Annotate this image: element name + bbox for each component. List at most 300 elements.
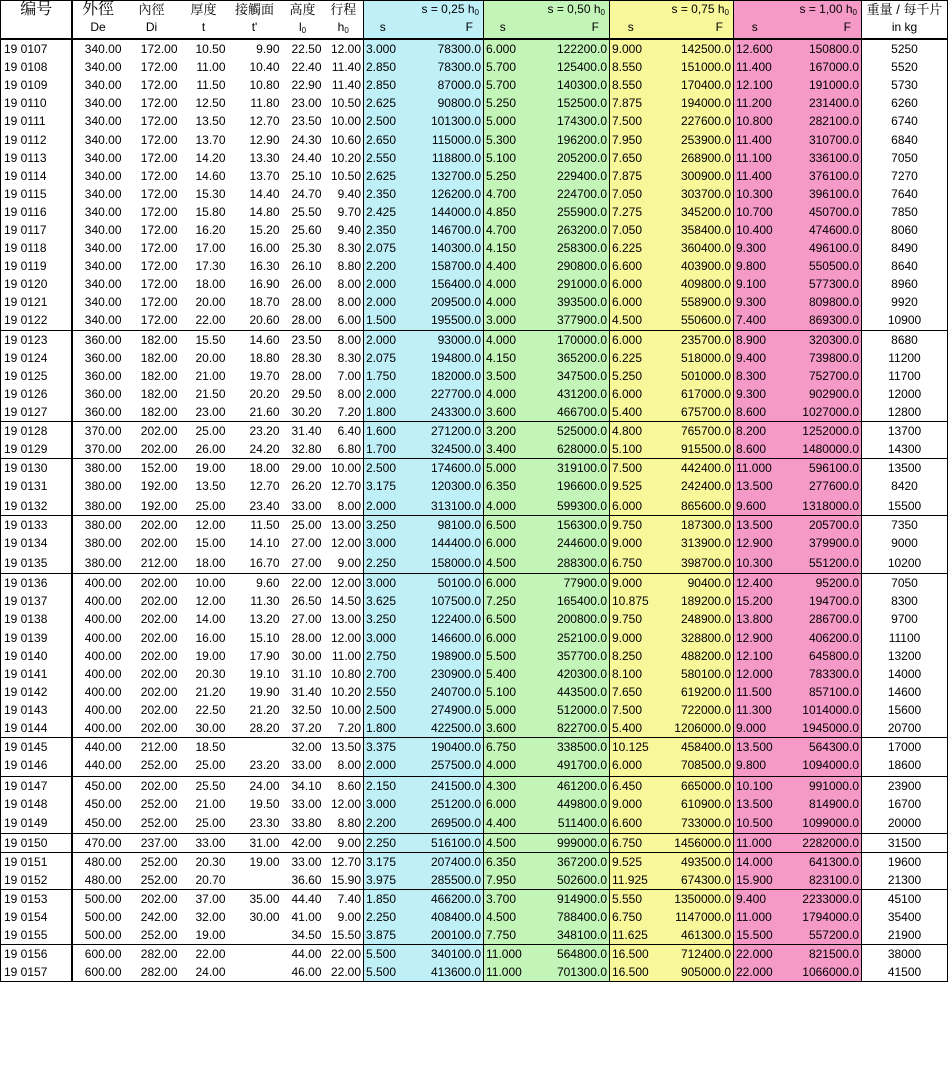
cell-t: 20.30 bbox=[180, 852, 228, 871]
cell-code: 19 0136 bbox=[1, 574, 72, 593]
table-row bbox=[1, 574, 948, 593]
cell-tp bbox=[228, 871, 282, 890]
cell-s50-s: 4.000 bbox=[484, 497, 522, 516]
cell-di: 182.00 bbox=[140, 386, 178, 401]
cell-s50-f: 319100.0 bbox=[522, 459, 610, 478]
cell-tp: 19.90 bbox=[249, 684, 280, 699]
cell-s75-s: 10.875 bbox=[610, 592, 652, 610]
cell-s75-f: 580100.0 bbox=[652, 665, 734, 683]
cell-di: 202.00 bbox=[140, 666, 178, 681]
cell-weight: 15500 bbox=[862, 497, 948, 516]
cell-de: 450.00 bbox=[72, 776, 124, 795]
cell-t: 23.00 bbox=[195, 404, 226, 419]
col-header-s25-s: s bbox=[364, 20, 402, 39]
cell-t: 20.30 bbox=[195, 666, 226, 681]
cell-l0: 30.20 bbox=[291, 404, 322, 419]
table-row bbox=[1, 367, 948, 385]
cell-l0: 33.00 bbox=[291, 758, 322, 773]
cell-l0: 26.50 bbox=[291, 594, 322, 609]
cell-t: 19.00 bbox=[195, 648, 226, 663]
cell-tp: 17.90 bbox=[249, 648, 280, 663]
cell-s25-s: 3.250 bbox=[364, 515, 402, 534]
cell-s25-s: 2.200 bbox=[364, 814, 402, 833]
cell-s75-f: 358400.0 bbox=[652, 221, 734, 239]
cell-s50-f: 252100.0 bbox=[522, 629, 610, 647]
table-row bbox=[1, 385, 948, 403]
cell-s75-s: 6.000 bbox=[610, 385, 652, 403]
cell-s25-f: 174600.0 bbox=[402, 459, 484, 478]
cell-s75-s: 7.500 bbox=[610, 112, 652, 130]
cell-t: 20.00 bbox=[195, 350, 226, 365]
cell-s75-s: 6.600 bbox=[610, 814, 652, 833]
cell-s50-f: 822700.0 bbox=[522, 719, 610, 738]
table-row bbox=[1, 701, 948, 719]
cell-t: 25.00 bbox=[195, 816, 226, 831]
table-row bbox=[1, 185, 948, 203]
cell-s25-s: 2.000 bbox=[364, 330, 402, 349]
cell-code: 19 0135 bbox=[1, 554, 72, 574]
cell-code: 19 0154 bbox=[1, 908, 72, 926]
cell-s100-f: 95200.0 bbox=[776, 574, 862, 593]
cell-s100-s: 9.300 bbox=[734, 239, 776, 257]
cell-s100-s: 8.900 bbox=[734, 330, 776, 349]
cell-de: 380.00 bbox=[72, 515, 124, 534]
cell-s25-f: 209500.0 bbox=[402, 293, 484, 311]
cell-weight: 12800 bbox=[862, 403, 948, 422]
cell-t: 10.00 bbox=[180, 574, 228, 593]
cell-code: 19 0152 bbox=[1, 871, 72, 890]
cell-h0: 13.50 bbox=[324, 738, 364, 757]
cell-s50-f: 170000.0 bbox=[522, 330, 610, 349]
cell-t: 13.50 bbox=[195, 114, 226, 129]
cell-s100-f: 406200.0 bbox=[776, 629, 862, 647]
cell-s100-s: 9.400 bbox=[734, 889, 776, 908]
header-row-2 bbox=[1, 20, 948, 39]
cell-s25-f: 243300.0 bbox=[402, 403, 484, 422]
cell-code: 19 0122 bbox=[1, 311, 72, 330]
cell-s75-f: 170400.0 bbox=[652, 76, 734, 94]
cell-s75-s: 8.550 bbox=[610, 76, 652, 94]
cell-s75-s: 9.525 bbox=[610, 852, 652, 871]
cell-t: 25.00 bbox=[180, 421, 228, 440]
cell-di: 202.00 bbox=[140, 648, 178, 663]
cell-s75-s: 6.600 bbox=[610, 257, 652, 275]
cell-s100-f: 194700.0 bbox=[776, 592, 862, 610]
cell-weight: 11200 bbox=[862, 349, 948, 367]
cell-s25-f: 140300.0 bbox=[402, 239, 484, 257]
cell-code: 19 0143 bbox=[1, 701, 72, 719]
cell-s50-s: 7.950 bbox=[484, 871, 522, 890]
cell-t: 20.00 bbox=[195, 295, 226, 310]
cell-t: 25.50 bbox=[180, 776, 228, 795]
cell-l0: 46.00 bbox=[282, 963, 324, 982]
cell-s50-s: 5.400 bbox=[484, 665, 522, 683]
table-row bbox=[1, 112, 948, 130]
cell-s100-s: 13.500 bbox=[734, 515, 776, 534]
cell-s25-f: 200100.0 bbox=[402, 926, 484, 945]
cell-s100-f: 1027000.0 bbox=[776, 403, 862, 422]
cell-s25-s: 3.375 bbox=[364, 738, 402, 757]
cell-s75-f: 1350000.0 bbox=[652, 889, 734, 908]
table-row bbox=[1, 76, 948, 94]
cell-s75-f: 765700.0 bbox=[652, 421, 734, 440]
cell-s100-f: 2282000.0 bbox=[776, 833, 862, 852]
cell-l0: 30.00 bbox=[291, 648, 322, 663]
cell-s100-s: 22.000 bbox=[734, 963, 776, 982]
cell-s100-s: 13.500 bbox=[734, 738, 776, 757]
cell-code: 19 0138 bbox=[1, 610, 72, 628]
cell-s75-f: 142500.0 bbox=[652, 39, 734, 58]
cell-s25-f: 156400.0 bbox=[402, 275, 484, 293]
cell-l0: 25.00 bbox=[282, 515, 324, 534]
cell-di: 242.00 bbox=[140, 909, 178, 924]
cell-de: 440.00 bbox=[84, 758, 122, 773]
cell-h0: 11.00 bbox=[331, 648, 361, 663]
table-row bbox=[1, 889, 948, 908]
cell-di: 252.00 bbox=[140, 796, 178, 811]
cell-s25-s: 2.000 bbox=[364, 275, 402, 293]
cell-h0: 8.80 bbox=[337, 816, 361, 831]
cell-code: 19 0124 bbox=[1, 349, 72, 367]
cell-s25-s: 1.850 bbox=[364, 889, 402, 908]
cell-s75-s: 5.250 bbox=[610, 367, 652, 385]
cell-l0: 44.40 bbox=[282, 889, 324, 908]
cell-s25-f: 194800.0 bbox=[402, 349, 484, 367]
cell-code: 19 0121 bbox=[1, 293, 72, 311]
cell-l0: 28.00 bbox=[291, 313, 322, 328]
cell-s50-s: 6.000 bbox=[484, 629, 522, 647]
table-row bbox=[1, 629, 948, 647]
cell-s50-f: 229400.0 bbox=[522, 167, 610, 185]
cell-s25-s: 3.000 bbox=[364, 795, 402, 815]
cell-weight: 10200 bbox=[862, 554, 948, 574]
cell-s75-f: 189200.0 bbox=[652, 592, 734, 610]
cell-l0: 27.00 bbox=[291, 555, 322, 570]
cell-s100-f: 550500.0 bbox=[776, 257, 862, 275]
cell-weight: 7350 bbox=[862, 515, 948, 534]
cell-s100-f: 869300.0 bbox=[776, 311, 862, 330]
cell-h0: 13.00 bbox=[324, 515, 364, 534]
cell-weight: 7270 bbox=[862, 167, 948, 185]
col-header-s50: s = 0,50 $h_0$ bbox=[484, 1, 610, 21]
cell-s25-s: 2.075 bbox=[364, 239, 402, 257]
cell-s75-f: 360400.0 bbox=[652, 239, 734, 257]
cell-h0: 15.90 bbox=[330, 872, 361, 887]
cell-s100-s: 14.000 bbox=[734, 852, 776, 871]
cell-di: 252.00 bbox=[140, 758, 178, 773]
cell-s75-s: 6.000 bbox=[610, 756, 652, 776]
cell-tp: 16.00 bbox=[249, 241, 280, 256]
cell-code: 19 0110 bbox=[1, 94, 72, 112]
cell-de: 340.00 bbox=[84, 168, 122, 183]
cell-s100-s: 8.300 bbox=[734, 367, 776, 385]
cell-s50-s: 6.000 bbox=[484, 574, 522, 593]
cell-s25-s: 2.250 bbox=[364, 833, 402, 852]
cell-s25-f: 182000.0 bbox=[402, 367, 484, 385]
cell-de: 380.00 bbox=[84, 498, 122, 513]
cell-s100-s: 10.500 bbox=[734, 814, 776, 833]
cell-s100-f: 809800.0 bbox=[776, 293, 862, 311]
cell-s75-s: 6.750 bbox=[610, 554, 652, 574]
cell-weight: 7640 bbox=[862, 185, 948, 203]
col-header-di: Di bbox=[124, 20, 180, 39]
cell-s50-s: 5.000 bbox=[484, 701, 522, 719]
cell-s100-f: 282100.0 bbox=[776, 112, 862, 130]
cell-code: 19 0129 bbox=[1, 440, 72, 459]
cell-di: 172.00 bbox=[140, 78, 178, 93]
cell-l0: 42.00 bbox=[282, 833, 324, 852]
cell-s25-s: 2.850 bbox=[364, 58, 402, 76]
cell-s75-s: 9.000 bbox=[610, 39, 652, 58]
cell-s50-f: 125400.0 bbox=[522, 58, 610, 76]
cell-l0: 25.30 bbox=[291, 241, 322, 256]
cell-de: 400.00 bbox=[84, 612, 122, 627]
col-header-h0-cn: 行程 bbox=[324, 1, 364, 21]
cell-tp: 14.40 bbox=[249, 186, 280, 201]
cell-s75-s: 6.000 bbox=[610, 497, 652, 516]
cell-s50-f: 196200.0 bbox=[522, 130, 610, 148]
cell-s50-s: 3.600 bbox=[484, 719, 522, 738]
cell-l0: 24.70 bbox=[291, 186, 322, 201]
col-header-s50-s: s bbox=[484, 20, 522, 39]
cell-l0: 36.60 bbox=[291, 872, 322, 887]
cell-l0: 25.60 bbox=[291, 222, 322, 237]
cell-l0: 22.40 bbox=[291, 60, 322, 75]
cell-s50-s: 11.000 bbox=[484, 945, 522, 964]
cell-t: 12.50 bbox=[195, 96, 226, 111]
cell-l0: 24.40 bbox=[291, 150, 322, 165]
cell-h0: 8.30 bbox=[337, 350, 361, 365]
cell-s75-s: 6.750 bbox=[610, 833, 652, 852]
cell-di: 172.00 bbox=[140, 168, 178, 183]
cell-s100-s: 22.000 bbox=[734, 945, 776, 964]
cell-h0: 11.40 bbox=[331, 60, 361, 75]
cell-s75-f: 90400.0 bbox=[652, 574, 734, 593]
cell-weight: 14300 bbox=[862, 440, 948, 459]
cell-s50-s: 4.500 bbox=[484, 908, 522, 926]
cell-s75-f: 398700.0 bbox=[652, 554, 734, 574]
table-row bbox=[1, 926, 948, 945]
table-row bbox=[1, 349, 948, 367]
col-header-l0-cn: 高度 bbox=[282, 1, 324, 21]
cell-h0: 10.60 bbox=[330, 132, 361, 147]
cell-s25-f: 422500.0 bbox=[402, 719, 484, 738]
cell-s75-f: 268900.0 bbox=[652, 149, 734, 167]
cell-l0: 28.00 bbox=[291, 295, 322, 310]
cell-de: 360.00 bbox=[84, 386, 122, 401]
cell-s100-s: 9.800 bbox=[734, 257, 776, 275]
cell-s25-f: 144400.0 bbox=[402, 534, 484, 554]
cell-weight: 5250 bbox=[862, 39, 948, 58]
cell-s75-f: 501000.0 bbox=[652, 367, 734, 385]
cell-di: 202.00 bbox=[124, 776, 180, 795]
cell-l0: 32.00 bbox=[282, 738, 324, 757]
cell-s75-f: 488200.0 bbox=[652, 647, 734, 665]
cell-weight: 21300 bbox=[862, 871, 948, 890]
cell-s100-f: 1066000.0 bbox=[776, 963, 862, 982]
cell-s25-s: 3.000 bbox=[364, 39, 402, 58]
cell-s75-s: 7.500 bbox=[610, 701, 652, 719]
col-header-weight-unit: in kg bbox=[862, 20, 948, 39]
cell-tp: 35.00 bbox=[228, 889, 282, 908]
cell-s25-f: 132700.0 bbox=[402, 167, 484, 185]
cell-weight: 10900 bbox=[862, 311, 948, 330]
cell-s75-s: 6.225 bbox=[610, 349, 652, 367]
cell-s50-s: 11.000 bbox=[484, 963, 522, 982]
cell-di: 202.00 bbox=[124, 421, 180, 440]
cell-s75-f: 303700.0 bbox=[652, 185, 734, 203]
cell-h0: 10.00 bbox=[330, 114, 361, 129]
cell-l0: 29.50 bbox=[291, 386, 322, 401]
cell-code: 19 0130 bbox=[1, 459, 72, 478]
cell-s75-f: 905000.0 bbox=[652, 963, 734, 982]
cell-s50-s: 4.000 bbox=[484, 756, 522, 776]
cell-t: 21.00 bbox=[195, 796, 226, 811]
cell-s50-s: 6.750 bbox=[484, 738, 522, 757]
table-row bbox=[1, 534, 948, 554]
cell-code: 19 0119 bbox=[1, 257, 72, 275]
cell-tp: 13.30 bbox=[249, 150, 280, 165]
table-row bbox=[1, 39, 948, 58]
cell-s100-f: 783300.0 bbox=[776, 665, 862, 683]
cell-code: 19 0107 bbox=[1, 39, 72, 58]
cell-tp: 10.40 bbox=[249, 60, 280, 75]
table-row bbox=[1, 497, 948, 516]
cell-tp: 16.90 bbox=[249, 277, 280, 292]
cell-s100-s: 10.100 bbox=[734, 776, 776, 795]
cell-de: 500.00 bbox=[84, 928, 122, 943]
col-header-de-cn: 外徑 bbox=[72, 1, 124, 21]
table-row bbox=[1, 665, 948, 683]
cell-tp: 23.40 bbox=[249, 498, 280, 513]
cell-di: 202.00 bbox=[140, 536, 178, 551]
cell-code: 19 0125 bbox=[1, 367, 72, 385]
cell-code: 19 0109 bbox=[1, 76, 72, 94]
cell-di: 202.00 bbox=[140, 630, 178, 645]
cell-s50-f: 431200.0 bbox=[522, 385, 610, 403]
cell-di: 172.00 bbox=[140, 150, 178, 165]
cell-s75-f: 1456000.0 bbox=[652, 833, 734, 852]
cell-s100-s: 8.600 bbox=[734, 440, 776, 459]
table-row bbox=[1, 311, 948, 330]
cell-de: 340.00 bbox=[84, 114, 122, 129]
col-header-s25: s = 0,25 $h_0$ bbox=[364, 1, 484, 21]
cell-s75-s: 9.000 bbox=[610, 534, 652, 554]
cell-s100-f: 645800.0 bbox=[776, 647, 862, 665]
cell-code: 19 0113 bbox=[1, 149, 72, 167]
cell-t: 18.00 bbox=[195, 555, 226, 570]
cell-s50-f: 461200.0 bbox=[522, 776, 610, 795]
cell-l0: 31.40 bbox=[291, 684, 322, 699]
cell-s75-f: 227600.0 bbox=[652, 112, 734, 130]
cell-s25-s: 2.550 bbox=[364, 149, 402, 167]
cell-di: 237.00 bbox=[124, 833, 180, 852]
cell-s100-f: 902900.0 bbox=[776, 385, 862, 403]
cell-s100-s: 10.800 bbox=[734, 112, 776, 130]
cell-s75-s: 16.500 bbox=[610, 963, 652, 982]
cell-s100-s: 11.000 bbox=[734, 459, 776, 478]
cell-de: 380.00 bbox=[84, 479, 122, 494]
cell-s75-f: 712400.0 bbox=[652, 945, 734, 964]
cell-tp: 14.80 bbox=[249, 204, 280, 219]
table-row bbox=[1, 738, 948, 757]
cell-tp: 19.10 bbox=[249, 666, 280, 681]
cell-s25-f: 98100.0 bbox=[402, 515, 484, 534]
cell-s50-s: 4.850 bbox=[484, 203, 522, 221]
cell-s100-f: 577300.0 bbox=[776, 275, 862, 293]
cell-h0: 8.00 bbox=[337, 386, 361, 401]
cell-weight: 5730 bbox=[862, 76, 948, 94]
cell-h0: 8.00 bbox=[337, 277, 361, 292]
cell-weight: 7050 bbox=[862, 149, 948, 167]
cell-code: 19 0146 bbox=[1, 756, 72, 776]
cell-s100-s: 12.100 bbox=[734, 76, 776, 94]
cell-l0: 23.00 bbox=[291, 96, 322, 111]
cell-s25-f: 93000.0 bbox=[402, 330, 484, 349]
cell-h0: 10.20 bbox=[330, 684, 361, 699]
cell-de: 380.00 bbox=[84, 536, 122, 551]
cell-de: 370.00 bbox=[72, 421, 124, 440]
cell-de: 400.00 bbox=[72, 574, 124, 593]
cell-s50-s: 4.000 bbox=[484, 330, 522, 349]
cell-s75-f: 722000.0 bbox=[652, 701, 734, 719]
cell-di: 202.00 bbox=[140, 612, 178, 627]
cell-code: 19 0123 bbox=[1, 330, 72, 349]
cell-s75-f: 409800.0 bbox=[652, 275, 734, 293]
cell-s100-s: 9.600 bbox=[734, 497, 776, 516]
cell-s50-s: 7.750 bbox=[484, 926, 522, 945]
cell-de: 340.00 bbox=[84, 204, 122, 219]
cell-s50-f: 152500.0 bbox=[522, 94, 610, 112]
cell-l0: 32.50 bbox=[291, 702, 322, 717]
cell-s100-f: 857100.0 bbox=[776, 683, 862, 701]
cell-s75-s: 4.500 bbox=[610, 311, 652, 330]
cell-s100-s: 12.600 bbox=[734, 39, 776, 58]
cell-code: 19 0116 bbox=[1, 203, 72, 221]
cell-tp: 13.70 bbox=[249, 168, 280, 183]
cell-de: 370.00 bbox=[84, 442, 122, 457]
cell-di: 212.00 bbox=[124, 738, 180, 757]
cell-t: 21.00 bbox=[195, 368, 226, 383]
cell-t: 11.00 bbox=[196, 60, 226, 75]
cell-weight: 21900 bbox=[862, 926, 948, 945]
cell-tp: 23.20 bbox=[228, 421, 282, 440]
cell-di: 182.00 bbox=[140, 368, 178, 383]
cell-di: 172.00 bbox=[140, 259, 178, 274]
cell-code: 19 0114 bbox=[1, 167, 72, 185]
cell-t: 16.00 bbox=[195, 630, 226, 645]
cell-di: 172.00 bbox=[140, 60, 178, 75]
cell-t: 13.50 bbox=[195, 479, 226, 494]
cell-tp: 28.20 bbox=[249, 721, 280, 736]
cell-code: 19 0140 bbox=[1, 647, 72, 665]
cell-di: 282.00 bbox=[124, 963, 180, 982]
cell-h0: 8.80 bbox=[337, 259, 361, 274]
cell-s25-f: 269500.0 bbox=[402, 814, 484, 833]
cell-s50-f: 263200.0 bbox=[522, 221, 610, 239]
cell-s75-s: 8.550 bbox=[610, 58, 652, 76]
cell-weight: 8420 bbox=[862, 477, 948, 497]
cell-l0: 29.00 bbox=[282, 459, 324, 478]
cell-s100-s: 9.800 bbox=[734, 756, 776, 776]
cell-s75-s: 5.400 bbox=[610, 403, 652, 422]
cell-l0: 26.10 bbox=[291, 259, 322, 274]
cell-s100-s: 11.300 bbox=[734, 701, 776, 719]
cell-s25-f: 227700.0 bbox=[402, 385, 484, 403]
cell-weight: 20000 bbox=[862, 814, 948, 833]
cell-s25-s: 3.250 bbox=[364, 610, 402, 628]
cell-s75-s: 5.550 bbox=[610, 889, 652, 908]
